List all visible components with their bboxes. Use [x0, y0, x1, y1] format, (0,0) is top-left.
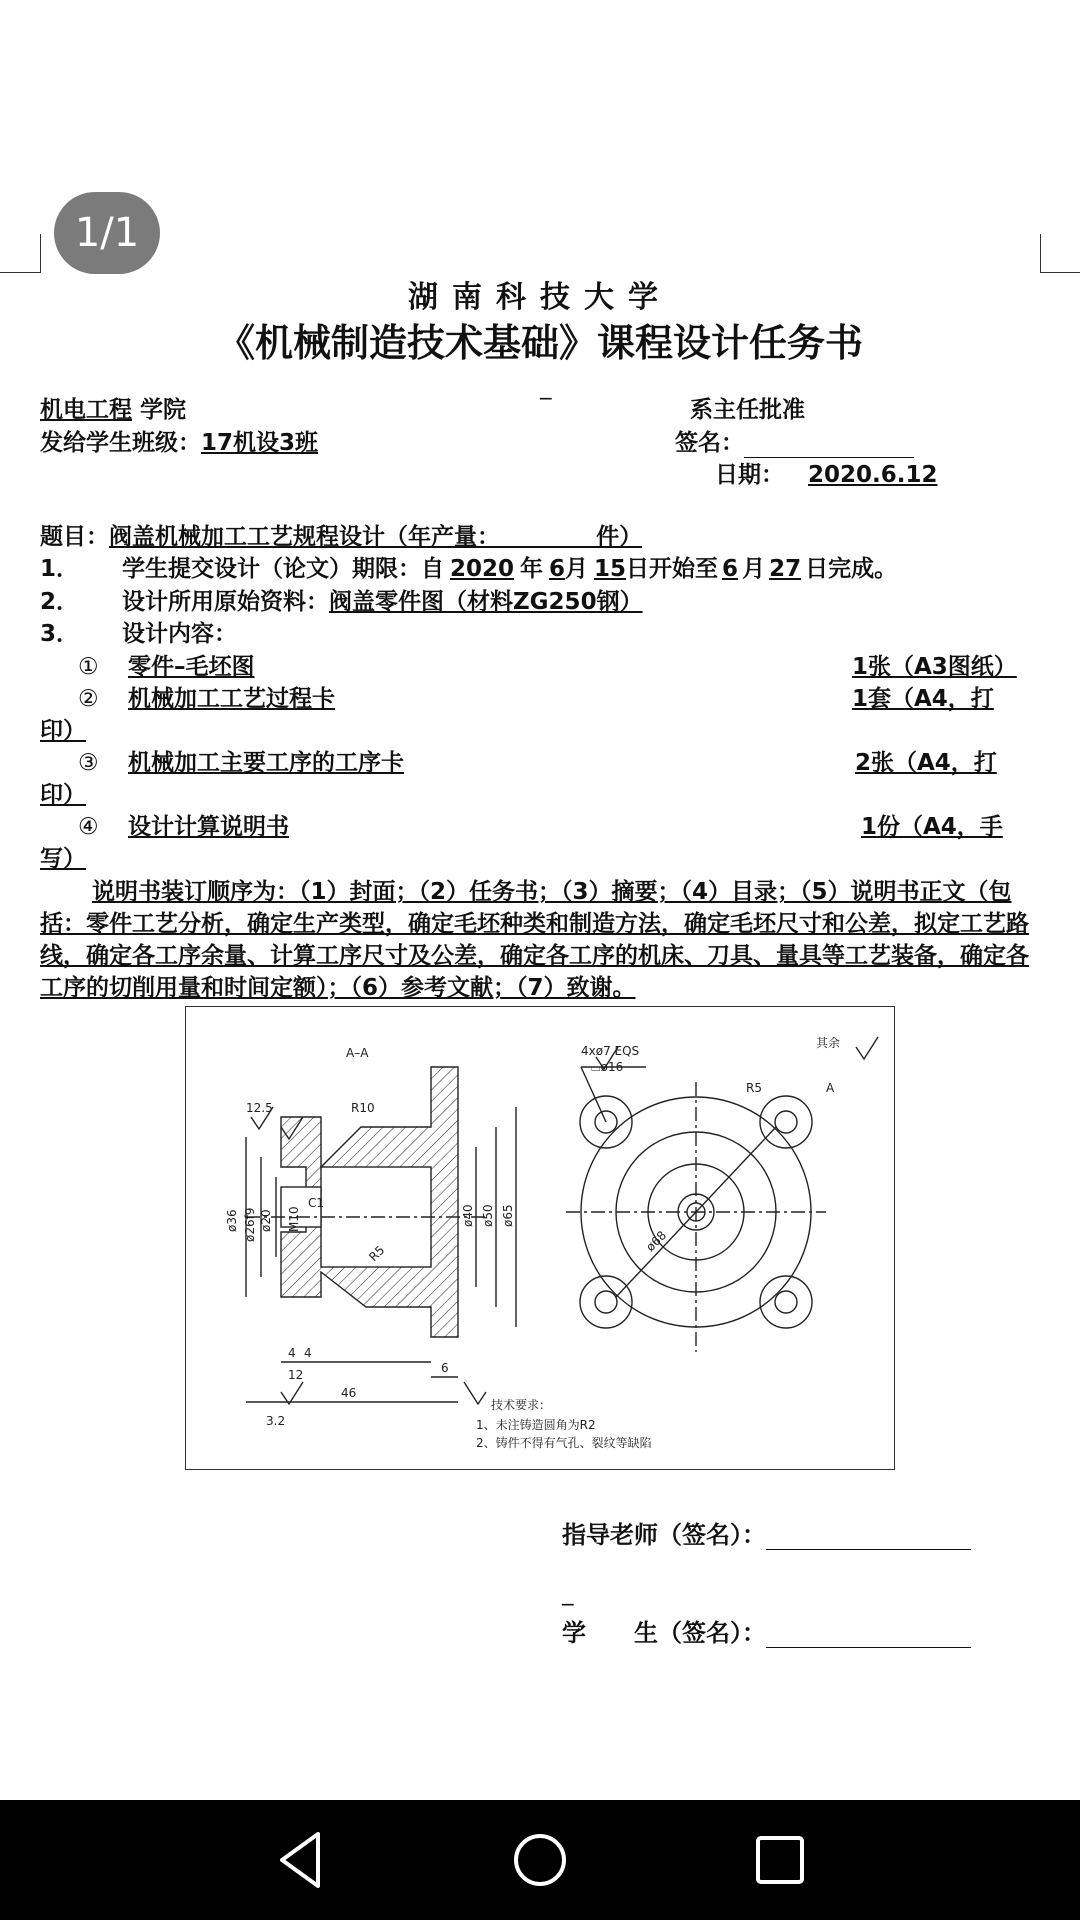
- date-label: 日期：: [715, 462, 784, 488]
- item-1-month-end: 6: [722, 556, 739, 582]
- content-2-wrap: 印）: [40, 718, 86, 744]
- item-1-month-unit: 月: [565, 556, 589, 582]
- item-2-label: 设计所用原始资料：: [122, 589, 329, 615]
- label-d68: ø68: [643, 1228, 670, 1255]
- label-c1: C1: [308, 1196, 325, 1210]
- content-4-name: 设计计算说明书: [128, 814, 289, 840]
- sign-label: 签名：: [675, 430, 744, 456]
- part-drawing-svg: [186, 1007, 894, 1469]
- crop-mark-left: [0, 234, 41, 273]
- label-d20: ø20: [259, 1209, 273, 1232]
- tech-requirement-2: 2、铸件不得有气孔、裂纹等缺陷: [476, 1436, 652, 1450]
- item-3: [40, 619, 237, 649]
- content-4: [78, 812, 289, 842]
- item-1-text: 学生提交设计（论文）期限：自: [122, 556, 444, 582]
- date-line: [715, 460, 974, 490]
- teacher-signature-line: [562, 1520, 971, 1550]
- label-r5: R5: [746, 1081, 762, 1095]
- label-dim-12: 12: [288, 1368, 304, 1382]
- document-title: 《机械制造技术基础》课程设计任务书: [216, 321, 863, 365]
- item-1-day-start: 15: [594, 556, 627, 582]
- crop-mark-right: [1040, 234, 1080, 273]
- content-3-name: 机械加工主要工序的工序卡: [128, 750, 404, 776]
- item-1: [40, 554, 897, 584]
- date-value: 2020.6.12: [808, 462, 938, 488]
- label-hole-spec: 4xø7 EQS: [581, 1044, 640, 1058]
- content-2-qty: 1套（A4，打: [852, 686, 994, 712]
- navigation-bar: [0, 1800, 1080, 1920]
- content-4-wrap: 写）: [40, 846, 86, 872]
- item-1-number: 1．: [40, 556, 80, 582]
- binding-order-paragraph: 说明书装订顺序为：（1）封面；（2）任务书；（3）摘要；（4）目录；（5）说明书正文（包括：零件工艺分析，确定生产类型，确定毛坯种类和制造方法，确定毛坯尺寸和公差，拟定工艺路线，确定各工序余量、计算工序尺寸及公差，确定各工序的机床、刀具、量具等工艺装备，确定各工序的切削用量和时间定额）；（6）参考文献；（7）致谢。: [40, 879, 1029, 1001]
- label-r5-section: R5: [366, 1242, 388, 1265]
- item-2: [40, 587, 643, 617]
- item-3-number: 3．: [40, 621, 80, 647]
- item-1-year-unit: 年: [520, 556, 544, 582]
- item-1-day-end: 27: [769, 556, 802, 582]
- content-2-mark: ②: [78, 686, 99, 712]
- approval-label: 系主任批准: [690, 397, 805, 423]
- label-roughness-3-2: 3.2: [266, 1414, 286, 1428]
- tech-requirement-1: 1、未注铸造圆角为R2: [476, 1418, 596, 1432]
- class-line: [40, 428, 318, 458]
- label-arrow-a: A: [826, 1081, 835, 1095]
- teacher-signature-label: 指导老师（签名）：: [562, 1521, 766, 1549]
- label-d50: ø50: [481, 1204, 495, 1227]
- label-section-a-a: A–A: [346, 1046, 369, 1060]
- college-line: [40, 395, 186, 425]
- topic-label: 题目：: [40, 524, 109, 550]
- home-icon[interactable]: [500, 1820, 580, 1900]
- label-dim-46: 46: [341, 1386, 357, 1400]
- label-d26: ø26f9: [243, 1207, 257, 1242]
- content-2: [78, 684, 335, 714]
- label-d65: ø65: [501, 1204, 515, 1227]
- item-1-mid: 日开始至: [626, 556, 719, 582]
- sign-blank: [744, 435, 914, 458]
- dash-bottom: _: [562, 1580, 574, 1606]
- student-signature-label: 学 生（签名）：: [562, 1619, 766, 1647]
- item-3-label: 设计内容：: [122, 621, 237, 647]
- label-counterbore: ⌴ø16: [591, 1060, 624, 1074]
- content-3-qty: 2张（A4，打: [855, 750, 997, 776]
- label-roughness-12-5: 12.5: [246, 1101, 273, 1115]
- content-4-mark: ④: [78, 814, 99, 840]
- label-rest: 其余: [816, 1036, 841, 1050]
- content-3-wrap: 印）: [40, 782, 86, 808]
- label-r10: R10: [351, 1101, 375, 1115]
- page-indicator: 1/1: [54, 192, 160, 274]
- item-1-year: 2020: [450, 556, 515, 582]
- label-m10: M10: [287, 1206, 301, 1232]
- content-1-qty: 1张（A3图纸）: [852, 654, 1017, 680]
- college-suffix: 学院: [132, 397, 187, 423]
- recents-icon[interactable]: [740, 1820, 820, 1900]
- tech-requirements-title: 技术要求：: [491, 1398, 552, 1412]
- topic-value: 阀盖机械加工工艺规程设计（年产量： 件）: [109, 524, 643, 550]
- university-name: 湖南科技大学: [408, 280, 672, 315]
- item-1-month-unit-2: 月: [742, 556, 766, 582]
- class-value: 17机设3班: [201, 430, 319, 456]
- sign-line: [675, 428, 914, 458]
- label-dim-6: 6: [441, 1361, 449, 1375]
- content-1-mark: ①: [78, 654, 99, 680]
- college-blank: 机电工程: [40, 397, 132, 423]
- content-2-name: 机械加工工艺过程卡: [128, 686, 335, 712]
- label-dim-4b: 4: [304, 1346, 312, 1360]
- part-drawing: [185, 1006, 895, 1470]
- content-3: [78, 748, 404, 778]
- content-4-qty: 1份（A4，手: [861, 814, 1003, 840]
- student-signature-line: [562, 1618, 971, 1648]
- label-d36: ø36: [225, 1209, 239, 1232]
- item-1-month-start: 6: [549, 556, 566, 582]
- item-2-number: 2．: [40, 589, 80, 615]
- teacher-signature-blank: [766, 1527, 971, 1550]
- label-d40: ø40: [461, 1204, 475, 1227]
- student-signature-blank: [766, 1625, 971, 1648]
- dash-top: _: [540, 374, 552, 400]
- topic-line: [40, 522, 642, 552]
- item-2-value: 阀盖零件图（材料ZG250钢）: [329, 589, 643, 615]
- content-1: [78, 652, 255, 682]
- content-3-mark: ③: [78, 750, 99, 776]
- label-dim-4a: 4: [288, 1346, 296, 1360]
- class-label: 发给学生班级：: [40, 430, 201, 456]
- content-1-name: 零件–毛坯图: [128, 654, 255, 680]
- item-1-end: 日完成。: [805, 556, 898, 582]
- back-icon[interactable]: [260, 1820, 340, 1900]
